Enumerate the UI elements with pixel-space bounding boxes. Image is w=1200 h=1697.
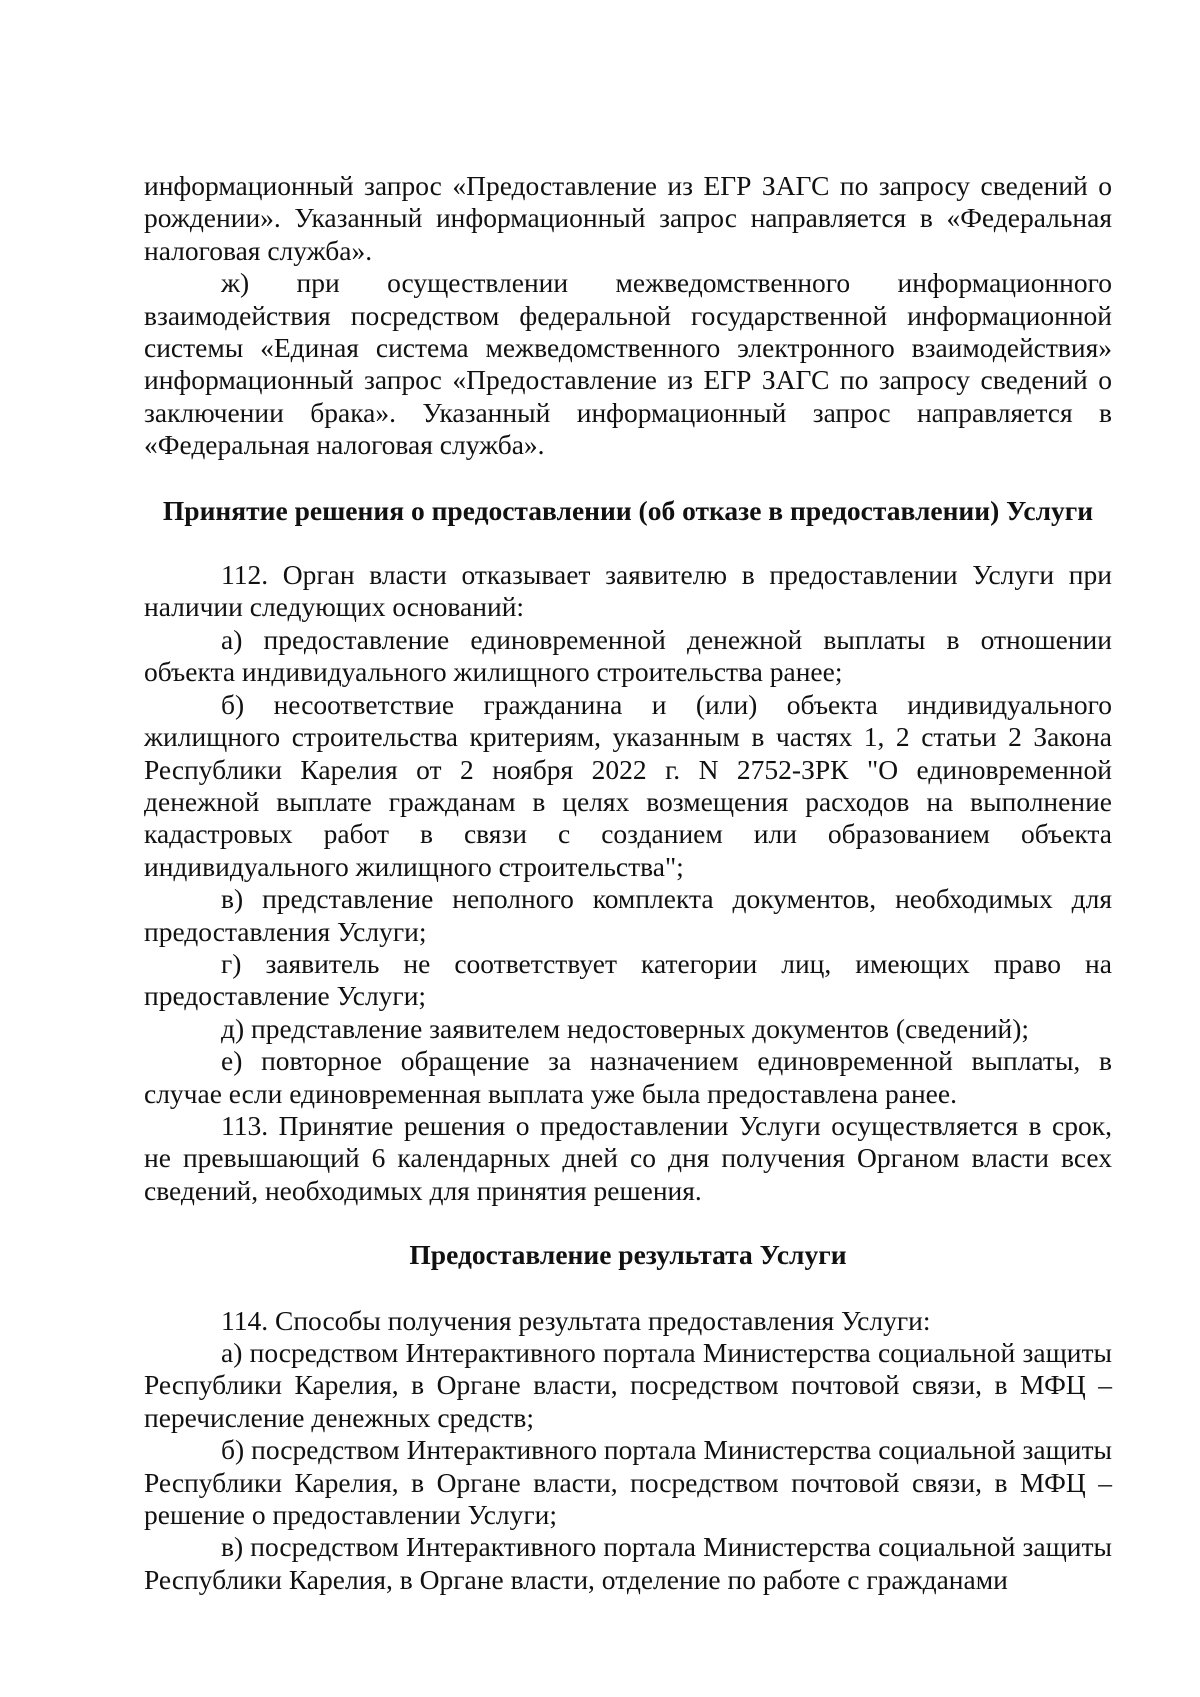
paragraph-continuation: информационный запрос «Предоставление из ЕГР ЗАГС по запросу сведений о рождении». Указанный информационный запрос направляется в «Федеральная налоговая служба». [144, 170, 1112, 266]
section-heading-result: Предоставление результата Услуги [409, 1239, 847, 1271]
section-heading-decision: Принятие решения о предоставлении (об отказе в предоставлении) Услуги [162, 494, 1094, 526]
paragraph-112: 112. Орган власти отказывает заявителю в предоставлении Услуги при наличии следующих оснований: [144, 559, 1112, 623]
paragraph-114: 114. Способы получения результата предоставления Услуги: [221, 1304, 931, 1336]
paragraph-item-b: б) несоответствие гражданина и (или) объекта индивидуального жилищного строительства критериям, указанным в частях 1, 2 статьи 2 Закона Республики Карелия от 2 ноября 2022 г. N 2752-ЗРК "О единовременной денежной выплате гражданам в целях возмещения расходов на выполнение кадастровых работ в связи с созданием или образованием объекта индивидуального жилищного строительства"; [144, 688, 1112, 882]
paragraph-item-e: е) повторное обращение за назначением единовременной выплаты, в случае если единовременная выплата уже была предоставлена ранее. [144, 1045, 1112, 1109]
paragraph-result-b: б) посредством Интерактивного портала Министерства социальной защиты Республики Карелия, в Органе власти, посредством почтовой связи, в МФЦ – решение о предоставлении Услуги; [144, 1434, 1112, 1531]
paragraph-item-zh: ж) при осуществлении межведомственного информационного взаимодействия посредством федеральной государственной информационной системы «Единая система межведомственного электронного взаимодействия» информационный запрос «Предоставление из ЕГР ЗАГС по запросу сведений о заключении брака». Указанный информационный запрос направляется в «Федеральная налоговая служба». [144, 267, 1112, 461]
paragraph-113: 113. Принятие решения о предоставлении Услуги осуществляется в срок, не превышающий 6 календарных дней со дня получения Органом власти всех сведений, необходимых для принятия решения. [144, 1109, 1112, 1206]
paragraph-item-g: г) заявитель не соответствует категории лиц, имеющих право на предоставление Услуги; [144, 947, 1112, 1012]
paragraph-result-a: а) посредством Интерактивного портала Министерства социальной защиты Республики Карелия, в Органе власти, посредством почтовой связи, в МФЦ – перечисление денежных средств; [144, 1337, 1112, 1433]
paragraph-result-v: в) посредством Интерактивного портала Министерства социальной защиты Республики Карелия, в Органе власти, отделение по работе с гражданами [144, 1531, 1112, 1595]
paragraph-item-a: а) предоставление единовременной денежной выплаты в отношении объекта индивидуального жилищного строительства ранее; [144, 623, 1112, 688]
paragraph-item-v: в) представление неполного комплекта документов, необходимых для предоставления Услуги; [144, 883, 1112, 947]
document-page [144, 170, 1112, 1596]
paragraph-item-d: д) представление заявителем недостоверных документов (сведений); [221, 1012, 1030, 1044]
